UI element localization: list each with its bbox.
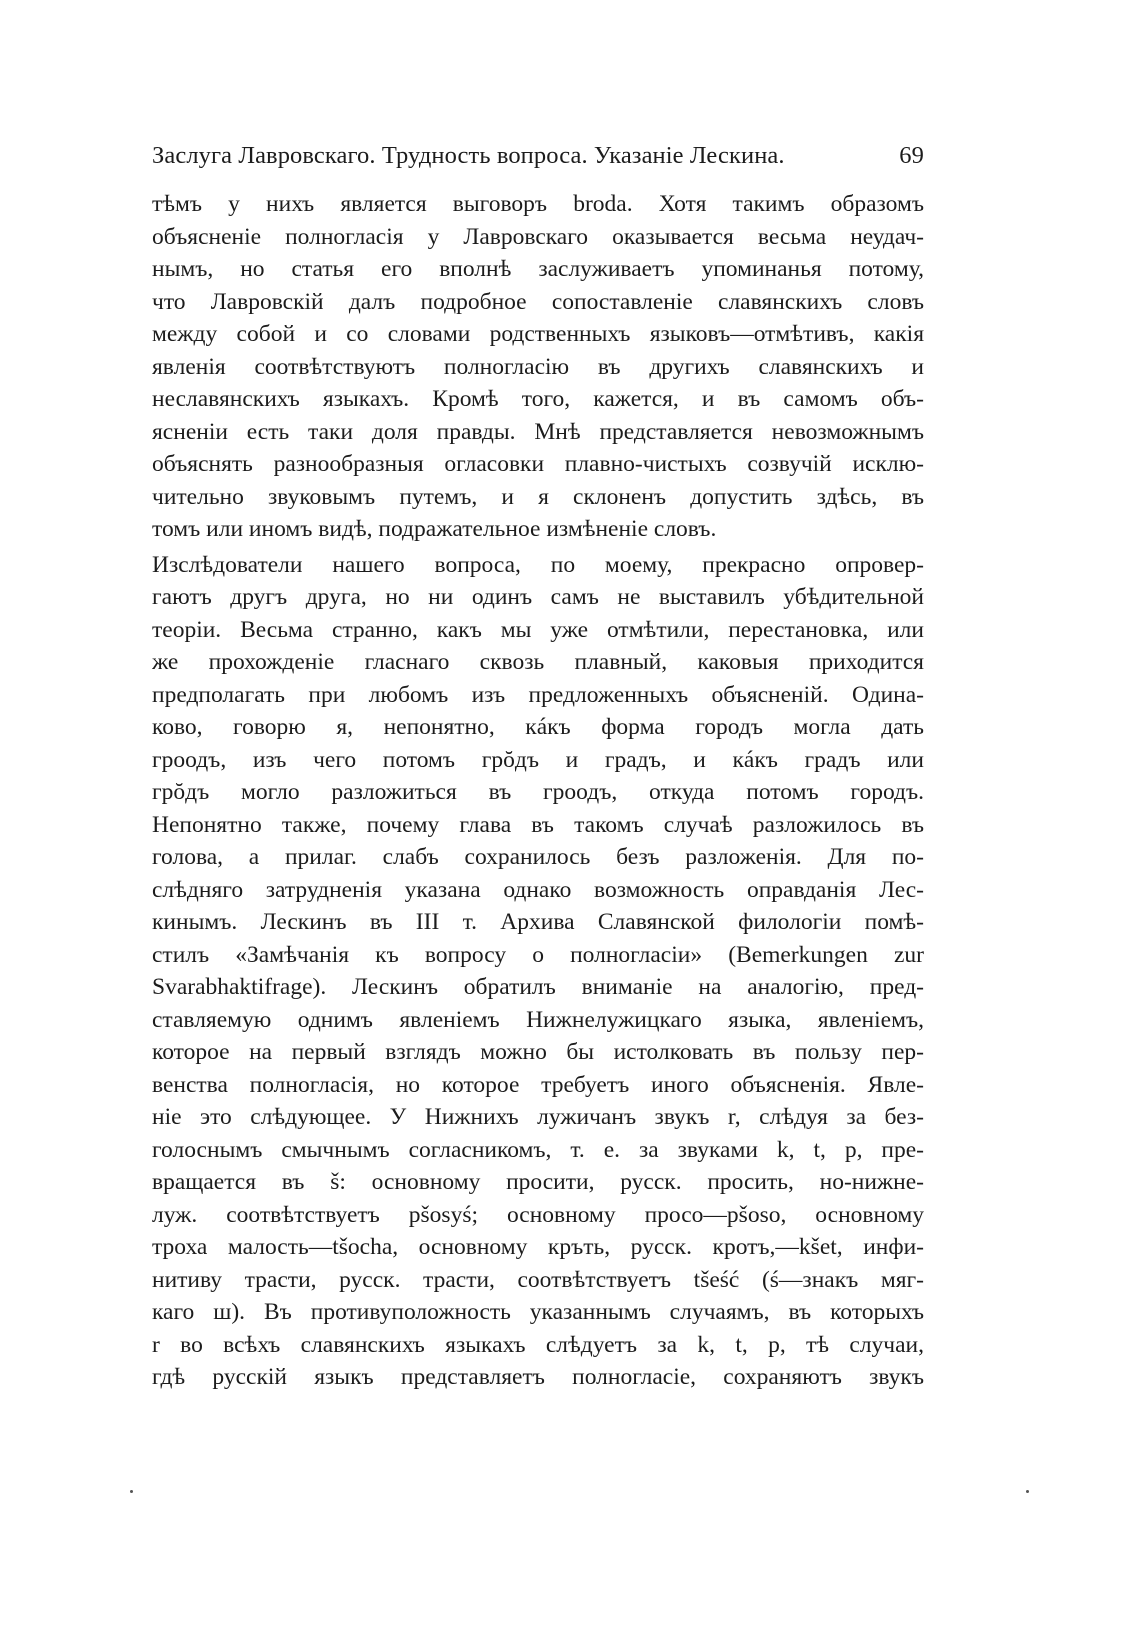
text-line: объяснять разнообразныя огласовки плавно-чистыхъ созвучій исклю- (152, 451, 924, 477)
text-line: нитиву трасти, русск. трасти, соотвѣтствуетъ tšeść (ś—знакъ мяг- (152, 1266, 924, 1293)
text-line: каго ш). Въ противуположность указаннымъ случаямъ, въ которыхъ (152, 1299, 924, 1325)
text-line: троха малость—tšocha, основному кръть, русск. кротъ,—kšet, инфи- (152, 1234, 924, 1260)
text-line: гдѣ русскій языкъ представляетъ полногласіе, сохраняютъ звукъ (152, 1364, 924, 1390)
text-line: между собой и со словами родственныхъ языковъ—отмѣтивъ, какія (152, 321, 924, 347)
text-line: что Лавровскій далъ подробное сопоставленіе славянскихъ словъ (152, 288, 924, 315)
text-line: объясненіе полногласія у Лавровскаго оказывается весьма неудач- (152, 223, 924, 250)
paragraph-1 (152, 188, 924, 546)
paragraph-2 (152, 549, 924, 1394)
text-line: Непонятно также, почему глава въ такомъ случаѣ разложилось въ (152, 811, 924, 838)
text-line: ставляемую однимъ явленіемъ Нижнелужицкаго языка, явленіемъ, (152, 1006, 924, 1033)
text-line: вращается въ š: основному просити, русск. просить, но-нижне- (152, 1169, 924, 1195)
scan-speck (130, 1490, 133, 1493)
text-line: r во всѣхъ славянскихъ языкахъ слѣдуетъ за k, t, p, тѣ случаи, (152, 1331, 924, 1358)
text-line: предполагать при любомъ изъ предложенныхъ объясненій. Одина- (152, 681, 924, 708)
text-line: которое на первый взглядъ можно бы истолковать въ пользу пер- (152, 1039, 924, 1065)
text-line: же прохожденіе гласнаго сквозь плавный, каковыя приходится (152, 649, 924, 675)
text-line: грŏдъ могло разложиться въ гроодъ, откуда потомъ городъ. (152, 779, 924, 805)
text-line: голова, а прилаг. слабъ сохранилось безъ разложенія. Для по- (152, 844, 924, 870)
text-line: Изслѣдователи нашего вопроса, по моему, прекрасно опровер- (152, 551, 924, 578)
text-line: гаютъ другъ друга, но ни одинъ самъ не выставилъ убѣдительной (152, 584, 924, 610)
text-line: слѣдняго затрудненія указана однако возможность оправданія Лес- (152, 876, 924, 903)
scan-speck (1026, 1490, 1029, 1493)
running-head (152, 136, 924, 176)
text-line: нымъ, но статья его вполнѣ заслуживаетъ упоминанья потому, (152, 256, 924, 282)
text-line: кинымъ. Лескинъ въ III т. Архива Славянской филологіи помѣ- (152, 909, 924, 935)
text-line: стилъ «Замѣчанія къ вопросу о полногласіи» (Bemerkungen zur (152, 941, 924, 968)
text-line: ясненіи есть таки доля правды. Мнѣ представляется невозможнымъ (152, 418, 924, 445)
body-text (152, 188, 924, 1394)
text-line: тѣмъ у нихъ является выговоръ broda. Хотя такимъ образомъ (152, 191, 924, 217)
text-line: чительно звуковымъ путемъ, и я склоненъ допустить здѣсь, въ (152, 483, 924, 510)
text-line: луж. соотвѣтствуетъ pšosyś; основному просо—pšoso, основному (152, 1201, 924, 1228)
text-line: голоснымъ смычнымъ согласникомъ, т. е. за звуками k, t, p, пре- (152, 1136, 924, 1163)
text-line: венства полногласія, но которое требуетъ иного объясненія. Явле- (152, 1071, 924, 1098)
text-line: теоріи. Весьма странно, какъ мы уже отмѣтили, перестановка, или (152, 616, 924, 643)
text-line: томъ или иномъ видѣ, подражательное измѣненіе словъ. (152, 516, 717, 542)
text-line: явленія соотвѣтствуютъ полногласію въ другихъ славянскихъ и (152, 353, 924, 380)
text-line: неславянскихъ языкахъ. Кромѣ того, кажется, и въ самомъ объ- (152, 386, 924, 412)
text-line: ково, говорю я, непонятно, кáкъ форма городъ могла дать (152, 714, 924, 740)
running-title: Заслуга Лавровскаго. Трудность вопроса. Указаніе Лескина. (152, 142, 785, 169)
page-number: 69 (899, 142, 924, 169)
text-line: Svarabhaktifrage). Лескинъ обратилъ вниманіе на аналогію, пред- (152, 974, 924, 1000)
text-line: гроодъ, изъ чего потомъ грŏдъ и градъ, и кáкъ градъ или (152, 746, 924, 773)
text-line: ніе это слѣдующее. У Нижнихъ лужичанъ звукъ r, слѣдуя за без- (152, 1104, 924, 1130)
